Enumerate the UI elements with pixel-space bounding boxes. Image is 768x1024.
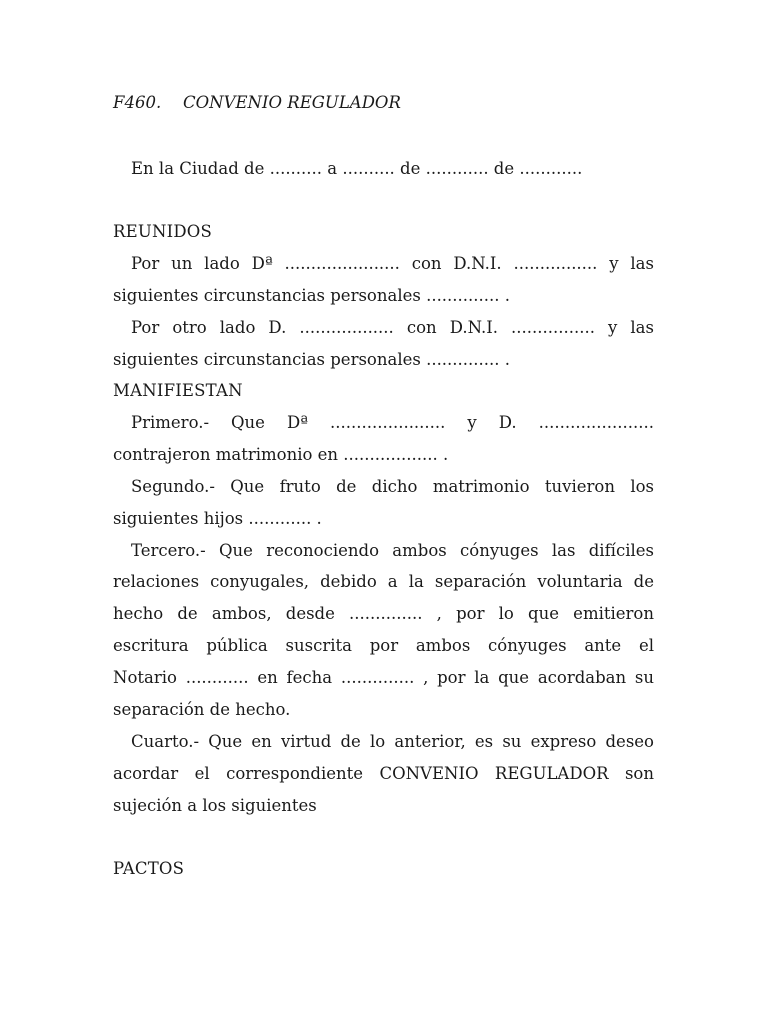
fourth-clause-line-2: acordar el correspondiente CONVENIO REGULADOR son [113, 764, 654, 783]
second-clause-line-2: siguientes hijos ............ . [113, 509, 322, 528]
third-clause-line-4: escritura pública suscrita por ambos cónyuges ante el [113, 636, 654, 655]
third-clause-line-2: relaciones conyugales, debido a la separación voluntaria de [113, 572, 654, 591]
party-one-line-1: Por un lado Dª ...................... con D.N.I. ................ y las [131, 254, 654, 273]
fourth-clause-line-3: sujeción a los siguientes [113, 796, 317, 815]
party-two-line-1: Por otro lado D. .................. con D.N.I. ................ y las [131, 318, 654, 337]
place-date-line: En la Ciudad de .......... a .......... de ............ de ............ [131, 159, 583, 178]
title-text: CONVENIO REGULADOR [183, 93, 401, 112]
third-clause-line-5: Notario ............ en fecha .............. , por la que acordaban su [113, 668, 654, 687]
second-clause-line-1: Segundo.- Que fruto de dicho matrimonio tuvieron los [131, 477, 654, 496]
party-two-line-2: siguientes circunstancias personales .............. . [113, 350, 510, 369]
third-clause-line-1: Tercero.- Que reconociendo ambos cónyuges las difíciles [131, 541, 654, 560]
first-clause-line-1: Primero.- Que Dª ...................... y D. ...................... [131, 413, 654, 432]
heading-reunidos: REUNIDOS [113, 222, 212, 241]
party-one-line-2: siguientes circunstancias personales .............. . [113, 286, 510, 305]
third-clause-line-3: hecho de ambos, desde .............. , por lo que emitieron [113, 604, 654, 623]
third-clause-line-6: separación de hecho. [113, 700, 291, 719]
heading-manifiestan: MANIFIESTAN [113, 381, 243, 400]
heading-pactos: PACTOS [113, 859, 185, 878]
fourth-clause-line-1: Cuarto.- Que en virtud de lo anterior, es su expreso deseo [131, 732, 654, 751]
form-code: F460. [113, 93, 162, 112]
document-title [113, 93, 401, 113]
first-clause-line-2: contrajeron matrimonio en .................. . [113, 445, 449, 464]
